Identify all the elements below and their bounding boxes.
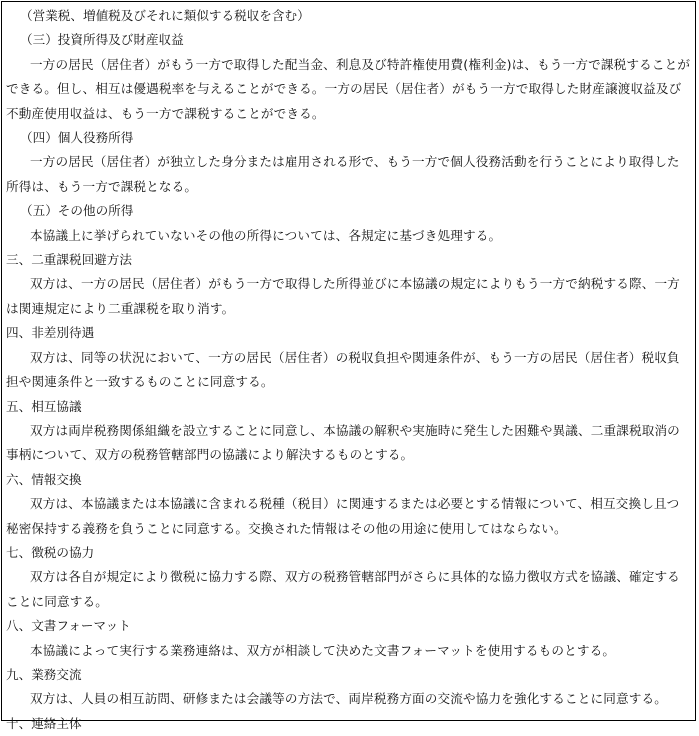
section-heading: 七、徴税の協力 [6, 544, 95, 560]
subsection-heading: （三）投資所得及び財産収益 [20, 32, 184, 48]
section-heading: 三、二重課税回避方法 [6, 252, 132, 268]
section-heading: 九、業務交流 [6, 666, 82, 682]
paragraph: 一方の居民（居住者）が独立した身分または雇用される形で、もう一方で個人役務活動を行うことにより取得した所得は、もう一方で課税となる。 [6, 154, 680, 194]
document-frame [1, 1, 696, 731]
paragraph: 双方は、人員の相互訪問、研修または会議等の方法で、両岸税務方面の交流や協力を強化することに同意する。 [30, 691, 667, 707]
section-heading: 六、情報交換 [6, 471, 82, 487]
paragraph: 本協議によって実行する業務連絡は、双方が相談して決めた文書フォーマットを使用するものとする。 [30, 642, 616, 658]
section-heading: 八、文書フォーマット [6, 618, 131, 634]
paragraph: 双方は、同等の状況において、一方の居民（居住者）の税収負担や関連条件が、もう一方の居民（居住者）税収負担や関連条件と一致するものことに同意する。 [6, 349, 680, 390]
paragraph: 双方は各自が規定により徴税に協力する際、双方の税務管轄部門がさらに具体的な協力徴収方式を協議、確定することに同意する。 [6, 569, 680, 609]
paragraph: 本協議上に挙げられていないその他の所得については、各規定に基づき処理する。 [30, 227, 502, 243]
paragraph: 双方は、一方の居民（居住者）がもう一方で取得した所得並びに本協議の規定によりもう一方で納税する際、一方は関連規定により二重課税を取り消す。 [6, 276, 680, 316]
paragraph: 一方の居民（居住者）がもう一方で取得した配当金、利息及び特許権使用費(権利金)は、もう一方で課税することができる。但し、相互は優遇税率を与えることができる。一方の居民（居住者）がもう一方で取得した財産譲渡収益及び不動産使用収益は、もう一方で課税することができる。 [6, 56, 691, 121]
section-heading: 十、連絡主体 [6, 715, 82, 731]
section-heading: 四、非差別待遇 [6, 325, 95, 341]
subsection-heading: （四）個人役務所得 [20, 130, 134, 146]
subsection-heading: （五）その他の所得 [20, 203, 134, 219]
subsection-heading: （営業税、増値税及びそれに類似する税収を含む） [20, 8, 310, 23]
paragraph: 双方は両岸税務関係組織を設立することに同意し、本協議の解釈や実施時に発生した困難や異議、二重課税取消の事柄について、双方の税務管轄部門の協議により解決するものとする。 [6, 422, 680, 463]
section-heading: 五、相互協議 [6, 398, 82, 414]
paragraph: 双方は、本協議または本協議に含まれる税種（税目）に関連するまたは必要とする情報について、相互交換し且つ秘密保持する義務を負うことに同意する。交換された情報はその他の用途に使用してはならない。 [6, 496, 680, 536]
document-body [6, 4, 691, 736]
